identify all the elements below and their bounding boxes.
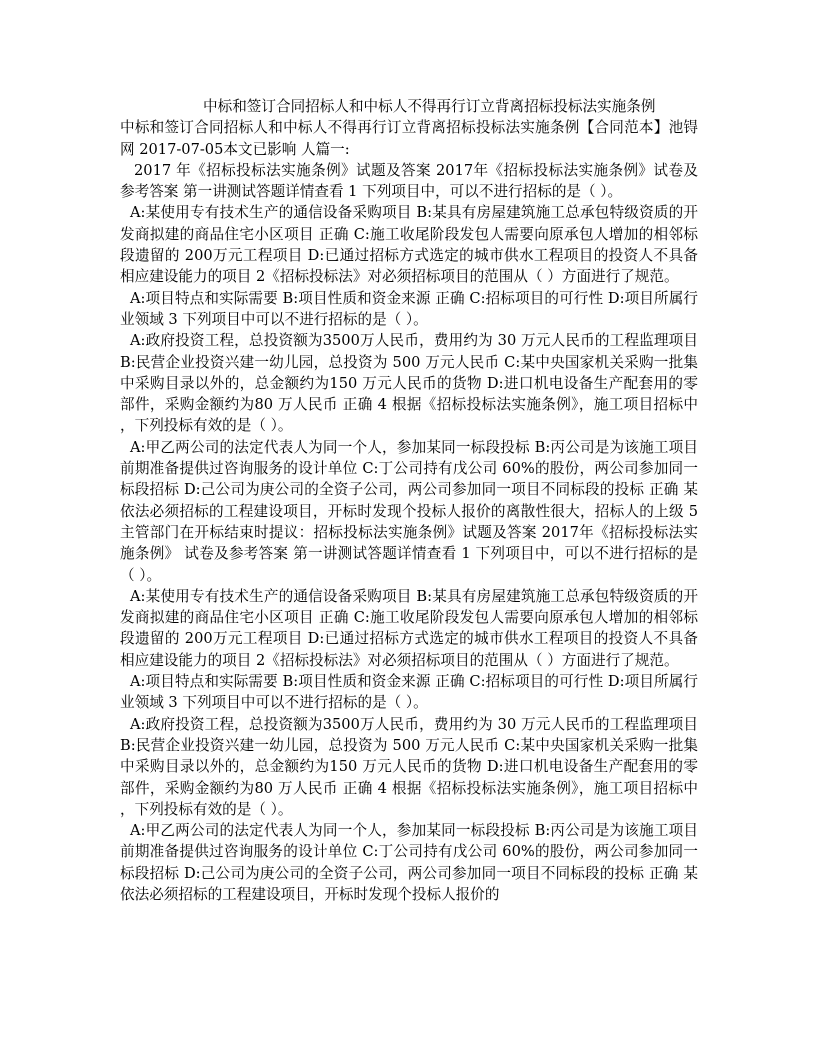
document-page bbox=[120, 96, 698, 956]
paragraph-6: A:某使用专有技术生产的通信设备采购项目 B:某具有房屋建筑施工总承包特级资质的开发商拟建的商品住宅小区项目 正确 C:施工收尾阶段发包人需要向原承包人增加的相邻标段遗留的 200万元工程项目 D:已通过招标方式选定的城市供水工程项目的投资人不具备相应建设能力的项目 2《招标投标法》对必须招标项目的范围从（ ）方面进行了规范。 bbox=[120, 587, 698, 669]
document-body bbox=[120, 96, 698, 905]
document-title: 中标和签订合同招标人和中标人不得再行订立背离招标投标法实施条例 bbox=[203, 98, 656, 115]
paragraph-5: A:甲乙两公司的法定代表人为同一个人，参加某同一标段投标 B:丙公司是为该施工项目前期准备提供过咨询服务的设计单位 C:丁公司持有戊公司 60%的股份，两公司参加同一标段招标 D:己公司为庚公司的全资子公司，两公司参加同一项目不同标段的投标 正确 某依法必须招标的工程建设项目，开标时发现个投标人报价的离散性很大，招标人的上级 5 主管部门在开标结束时提议：招标投标法实施条例》试题及答案 2017年《招标投标法实施条例》 试卷及参考答案 第一讲测试答题详情查看 1 下列项目中，可以不进行招标的是（ ）。 bbox=[120, 438, 698, 584]
document-intro: 中标和签订合同招标人和中标人不得再行订立背离招标投标法实施条例【合同范本】池锝网 2017-07-05本文已影响 人篇一: bbox=[120, 119, 698, 158]
paragraph-3: A:项目特点和实际需要 B:项目性质和资金来源 正确 C:招标项目的可行性 D:项目所属行业领域 3 下列项目中可以不进行招标的是（ ）。 bbox=[120, 289, 698, 328]
paragraph-1: 2017 年《招标投标法实施条例》试题及答案 2017年《招标投标法实施条例》试卷及参考答案 第一讲测试答题详情查看 1 下列项目中，可以不进行招标的是（ ）。 bbox=[120, 161, 698, 201]
paragraph-7: A:项目特点和实际需要 B:项目性质和资金来源 正确 C:招标项目的可行性 D:项目所属行业领域 3 下列项目中可以不进行招标的是（ ）。 bbox=[120, 673, 698, 712]
paragraph-9: A:甲乙两公司的法定代表人为同一个人，参加某同一标段投标 B:丙公司是为该施工项目前期准备提供过咨询服务的设计单位 C:丁公司持有戊公司 60%的股份，两公司参加同一标段招标 D:己公司为庚公司的全资子公司，两公司参加同一项目不同标段的投标 正确 某依法必须招标的工程建设项目，开标时发现个投标人报价的 bbox=[120, 822, 698, 903]
paragraph-8: A:政府投资工程，总投资额为3500万人民币，费用约为 30 万元人民币的工程监理项目 B:民营企业投资兴建一幼儿园，总投资为 500 万元人民币 C:某中央国家机关采购一批集中采购目录以外的，总金额约为150 万元人民币的货物 D:进口机电设备生产配套用的零部件，采购金额约为80 万人民币 正确 4 根据《招标投标法实施条例》，施工项目招标中，下列投标有效的是（ ）。 bbox=[120, 715, 698, 818]
paragraph-2: A:某使用专有技术生产的通信设备采购项目 B:某具有房屋建筑施工总承包特级资质的开发商拟建的商品住宅小区项目 正确 C:施工收尾阶段发包人需要向原承包人增加的相邻标段遗留的 200万元工程项目 D:已通过招标方式选定的城市供水工程项目的投资人不具备相应建设能力的项目 2《招标投标法》对必须招标项目的范围从（ ）方面进行了规范。 bbox=[120, 204, 698, 286]
paragraph-4: A:政府投资工程，总投资额为3500万人民币，费用约为 30 万元人民币的工程监理项目 B:民营企业投资兴建一幼儿园，总投资为 500 万元人民币 C:某中央国家机关采购一批集中采购目录以外的，总金额约为150 万元人民币的货物 D:进口机电设备生产配套用的零部件，采购金额约为80 万人民币 正确 4 根据《招标投标法实施条例》，施工项目招标中，下列投标有效的是（ ）。 bbox=[120, 332, 698, 435]
